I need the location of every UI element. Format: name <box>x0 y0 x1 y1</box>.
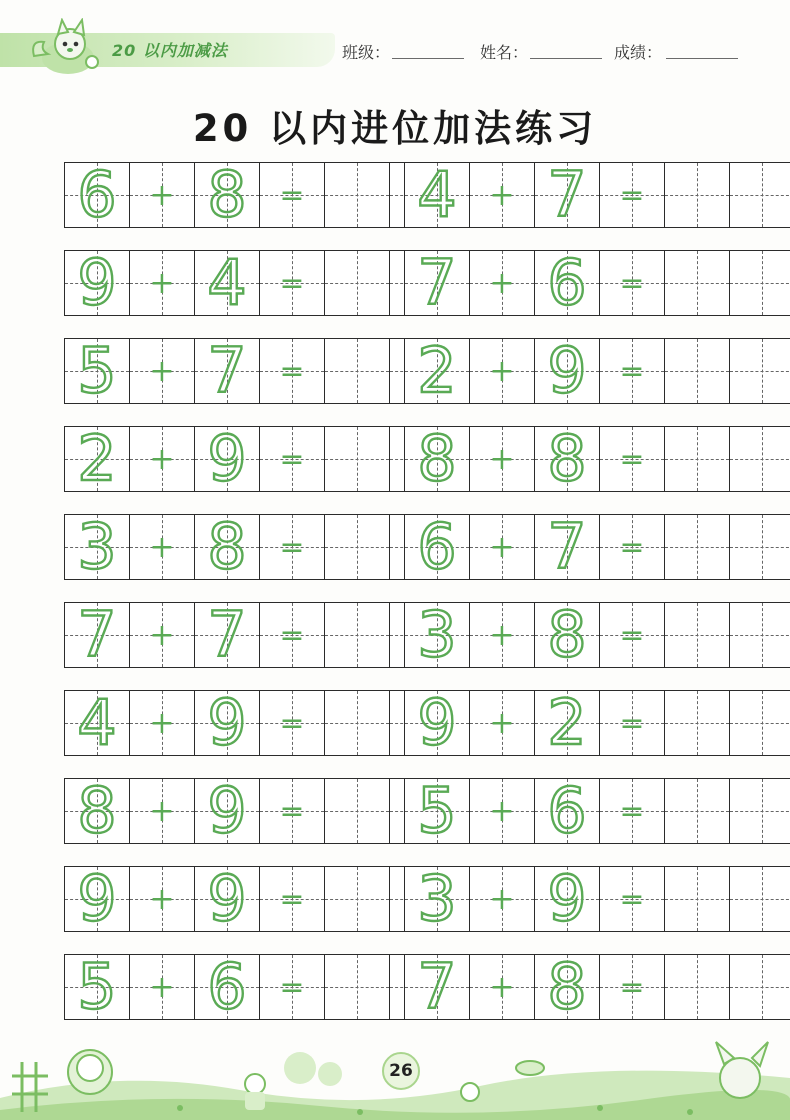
answer-cell[interactable] <box>324 778 390 844</box>
problem-cell <box>534 774 600 847</box>
addend-a: 4 <box>77 686 117 759</box>
equals-sign: = <box>619 353 645 389</box>
equals-sign: = <box>619 881 645 917</box>
addend-b: 7 <box>207 598 247 671</box>
addend-a: 7 <box>417 246 457 319</box>
problem-cell <box>404 158 470 231</box>
problem-cell <box>129 250 195 316</box>
addend-a: 5 <box>77 334 117 407</box>
problem-row <box>404 334 790 407</box>
addend-a: 8 <box>417 422 457 495</box>
problem-cell <box>259 338 325 404</box>
equals-sign: = <box>279 441 305 477</box>
answer-cell[interactable] <box>324 690 390 756</box>
plus-sign: + <box>489 793 515 829</box>
answer-cell[interactable] <box>729 602 790 668</box>
equals-sign: = <box>279 793 305 829</box>
problem-cell <box>404 246 470 319</box>
problem-cell <box>469 602 535 668</box>
fox-mascot-icon <box>26 18 106 76</box>
problem-cell <box>534 686 600 759</box>
plus-sign: + <box>149 353 175 389</box>
equals-sign: = <box>279 617 305 653</box>
problem-cell <box>259 514 325 580</box>
answer-cell[interactable] <box>324 338 390 404</box>
problem-cell <box>129 162 195 228</box>
problem-cell <box>129 338 195 404</box>
equals-sign: = <box>619 969 645 1005</box>
problem-cell <box>404 598 470 671</box>
problem-cell <box>129 954 195 1020</box>
problem-cell <box>534 950 600 1023</box>
addend-b: 4 <box>207 246 247 319</box>
answer-cell[interactable] <box>729 778 790 844</box>
answer-cell[interactable] <box>729 250 790 316</box>
problem-cell <box>129 426 195 492</box>
book-series-label: 20 以内加减法 <box>112 41 228 60</box>
problem-cell <box>469 250 535 316</box>
problem-cell <box>64 950 130 1023</box>
problem-cell <box>129 866 195 932</box>
problem-cell <box>259 778 325 844</box>
problem-cell <box>64 158 130 231</box>
problem-cell <box>64 686 130 759</box>
problem-cell <box>129 514 195 580</box>
problem-cell <box>534 510 600 583</box>
addend-b: 8 <box>207 510 247 583</box>
problem-cell <box>194 598 260 671</box>
problem-cell <box>534 334 600 407</box>
plus-sign: + <box>489 617 515 653</box>
problem-row <box>64 598 455 671</box>
problem-row <box>64 334 455 407</box>
addend-a: 2 <box>417 334 457 407</box>
problem-cell <box>469 338 535 404</box>
problem-cell <box>534 158 600 231</box>
problem-cell <box>534 246 600 319</box>
answer-cell[interactable] <box>729 514 790 580</box>
page-number: 26 <box>382 1052 420 1090</box>
problem-cell <box>194 862 260 935</box>
class-field[interactable] <box>392 40 464 59</box>
problem-cell <box>194 774 260 847</box>
problem-row <box>64 686 455 759</box>
problem-cell <box>469 162 535 228</box>
problem-cell <box>259 250 325 316</box>
problem-cell <box>599 954 665 1020</box>
problem-cell <box>194 158 260 231</box>
problem-cell <box>194 510 260 583</box>
problem-cell <box>194 246 260 319</box>
addend-b: 6 <box>547 246 587 319</box>
equals-sign: = <box>279 705 305 741</box>
addend-b: 8 <box>207 158 247 231</box>
problem-cell <box>599 690 665 756</box>
addend-a: 8 <box>77 774 117 847</box>
addend-b: 2 <box>547 686 587 759</box>
problem-cell <box>404 422 470 495</box>
answer-cell[interactable] <box>324 250 390 316</box>
plus-sign: + <box>489 881 515 917</box>
problem-cell <box>404 950 470 1023</box>
answer-cell[interactable] <box>664 250 730 316</box>
name-label: 姓名： <box>480 43 529 62</box>
addend-b: 9 <box>207 686 247 759</box>
plus-sign: + <box>489 177 515 213</box>
problem-cell <box>129 778 195 844</box>
problem-row <box>404 598 790 671</box>
problem-cell <box>194 422 260 495</box>
answer-cell[interactable] <box>664 162 730 228</box>
problem-cell <box>194 686 260 759</box>
score-field[interactable] <box>666 40 738 59</box>
equals-sign: = <box>279 177 305 213</box>
score-label: 成绩： <box>614 43 663 62</box>
plus-sign: + <box>489 705 515 741</box>
addend-a: 3 <box>417 598 457 671</box>
problem-row <box>64 246 455 319</box>
plus-sign: + <box>149 441 175 477</box>
answer-cell[interactable] <box>664 954 730 1020</box>
problem-cell <box>64 246 130 319</box>
plus-sign: + <box>489 529 515 565</box>
addend-b: 9 <box>547 334 587 407</box>
problem-cell <box>599 338 665 404</box>
problem-cell <box>599 514 665 580</box>
addend-a: 9 <box>77 246 117 319</box>
answer-cell[interactable] <box>664 338 730 404</box>
problem-row <box>404 422 790 495</box>
plus-sign: + <box>489 353 515 389</box>
page-title: 20 以内进位加法练习 <box>192 107 598 150</box>
problem-cell <box>129 602 195 668</box>
problem-cell <box>534 422 600 495</box>
addend-b: 7 <box>547 510 587 583</box>
addend-a: 5 <box>417 774 457 847</box>
name-field[interactable] <box>530 40 602 59</box>
problem-row <box>64 158 455 231</box>
problem-cell <box>404 686 470 759</box>
problem-cell <box>599 778 665 844</box>
addend-a: 6 <box>77 158 117 231</box>
addend-b: 6 <box>547 774 587 847</box>
problem-cell <box>64 334 130 407</box>
problem-cell <box>259 426 325 492</box>
answer-cell[interactable] <box>729 426 790 492</box>
problem-cell <box>64 774 130 847</box>
addend-b: 9 <box>207 862 247 935</box>
answer-cell[interactable] <box>324 602 390 668</box>
addend-b: 9 <box>207 774 247 847</box>
problem-cell <box>469 778 535 844</box>
problem-cell <box>64 862 130 935</box>
plus-sign: + <box>149 881 175 917</box>
answer-cell[interactable] <box>729 690 790 756</box>
problem-cell <box>599 162 665 228</box>
addend-a: 7 <box>417 950 457 1023</box>
plus-sign: + <box>149 617 175 653</box>
plus-sign: + <box>149 969 175 1005</box>
addend-b: 9 <box>207 422 247 495</box>
answer-cell[interactable] <box>324 866 390 932</box>
answer-cell[interactable] <box>729 338 790 404</box>
equals-sign: = <box>279 265 305 301</box>
problem-row <box>64 862 455 935</box>
addend-a: 4 <box>417 158 457 231</box>
plus-sign: + <box>489 969 515 1005</box>
problem-cell <box>64 422 130 495</box>
addend-b: 6 <box>207 950 247 1023</box>
problem-cell <box>469 690 535 756</box>
problem-row <box>404 686 790 759</box>
problem-cell <box>194 334 260 407</box>
addend-a: 2 <box>77 422 117 495</box>
problem-row <box>404 510 790 583</box>
problem-row <box>404 862 790 935</box>
problem-cell <box>599 866 665 932</box>
answer-cell[interactable] <box>664 690 730 756</box>
problem-cell <box>404 862 470 935</box>
plus-sign: + <box>149 793 175 829</box>
addend-b: 8 <box>547 950 587 1023</box>
problem-cell <box>64 510 130 583</box>
addend-a: 3 <box>417 862 457 935</box>
problem-cell <box>534 598 600 671</box>
answer-cell[interactable] <box>324 162 390 228</box>
problem-cell <box>64 598 130 671</box>
problem-row <box>64 510 455 583</box>
equals-sign: = <box>619 617 645 653</box>
problem-row <box>404 158 790 231</box>
equals-sign: = <box>619 529 645 565</box>
answer-cell[interactable] <box>729 162 790 228</box>
problem-cell <box>259 866 325 932</box>
problem-cell <box>469 954 535 1020</box>
problem-cell <box>469 514 535 580</box>
problem-row <box>64 774 455 847</box>
problem-cell <box>404 774 470 847</box>
plus-sign: + <box>489 441 515 477</box>
plus-sign: + <box>149 705 175 741</box>
equals-sign: = <box>279 529 305 565</box>
problem-cell <box>404 510 470 583</box>
plus-sign: + <box>149 177 175 213</box>
addend-a: 9 <box>77 862 117 935</box>
plus-sign: + <box>149 529 175 565</box>
problem-cell <box>599 602 665 668</box>
problem-cell <box>259 954 325 1020</box>
problem-row <box>64 950 455 1023</box>
problem-row <box>404 246 790 319</box>
answer-cell[interactable] <box>324 954 390 1020</box>
problem-cell <box>129 690 195 756</box>
addend-a: 3 <box>77 510 117 583</box>
addend-a: 6 <box>417 510 457 583</box>
answer-cell[interactable] <box>664 778 730 844</box>
answer-cell[interactable] <box>664 866 730 932</box>
problem-cell <box>599 250 665 316</box>
problem-row <box>404 774 790 847</box>
problem-cell <box>469 866 535 932</box>
problem-cell <box>534 862 600 935</box>
addend-a: 9 <box>417 686 457 759</box>
answer-cell[interactable] <box>729 954 790 1020</box>
equals-sign: = <box>619 177 645 213</box>
class-label: 班级： <box>342 43 391 62</box>
problem-cell <box>259 162 325 228</box>
problem-cell <box>404 334 470 407</box>
addend-a: 7 <box>77 598 117 671</box>
equals-sign: = <box>279 969 305 1005</box>
equals-sign: = <box>619 441 645 477</box>
problem-row <box>64 422 455 495</box>
problem-cell <box>259 602 325 668</box>
problem-row <box>404 950 790 1023</box>
plus-sign: + <box>149 265 175 301</box>
answer-cell[interactable] <box>664 426 730 492</box>
problem-cell <box>259 690 325 756</box>
addend-b: 8 <box>547 422 587 495</box>
problem-cell <box>194 950 260 1023</box>
answer-cell[interactable] <box>324 514 390 580</box>
addend-b: 7 <box>547 158 587 231</box>
equals-sign: = <box>619 705 645 741</box>
equals-sign: = <box>619 265 645 301</box>
equals-sign: = <box>279 353 305 389</box>
answer-cell[interactable] <box>324 426 390 492</box>
plus-sign: + <box>489 265 515 301</box>
problem-cell <box>599 426 665 492</box>
addend-b: 7 <box>207 334 247 407</box>
addend-b: 9 <box>547 862 587 935</box>
addend-b: 8 <box>547 598 587 671</box>
answer-cell[interactable] <box>729 866 790 932</box>
answer-cell[interactable] <box>664 514 730 580</box>
answer-cell[interactable] <box>664 602 730 668</box>
equals-sign: = <box>619 793 645 829</box>
problem-cell <box>469 426 535 492</box>
equals-sign: = <box>279 881 305 917</box>
addend-a: 5 <box>77 950 117 1023</box>
